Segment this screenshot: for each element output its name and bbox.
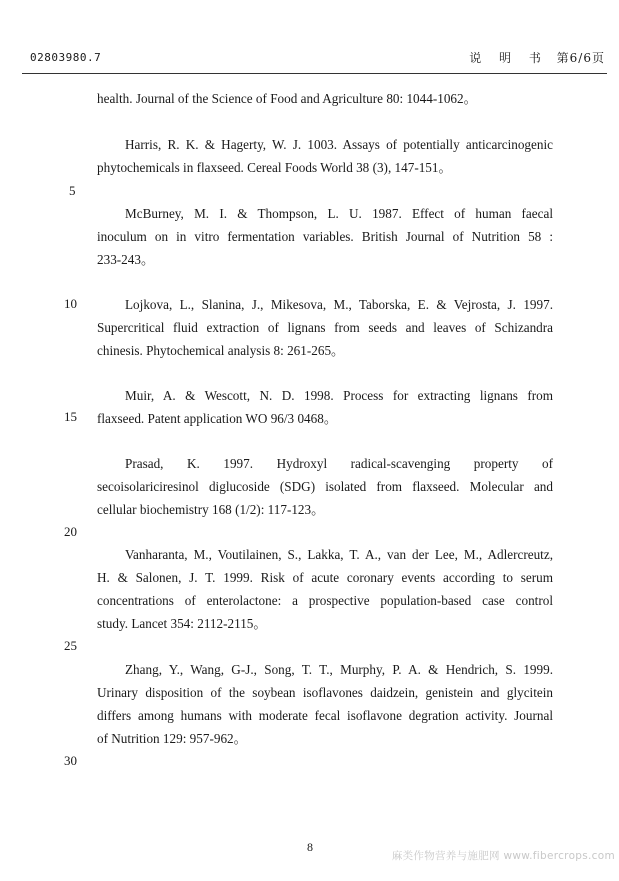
reference-line: concentrations of enterolactone: a prospective population-based case control	[97, 593, 553, 608]
reference-line: H. & Salonen, J. T. 1999. Risk of acute coronary events according to serum	[97, 570, 553, 585]
reference-line: McBurney, M. I. & Thompson, L. U. 1987. Effect of human faecal	[125, 206, 553, 221]
patent-number: 02803980.7	[30, 51, 102, 64]
reference-line: cellular biochemistry 168 (1/2): 117-123。	[97, 502, 325, 517]
reference-entry	[97, 452, 553, 521]
line-number: 30	[64, 753, 77, 768]
reference-entry	[97, 384, 553, 430]
reference-line: chinesis. Phytochemical analysis 8: 261-265。	[97, 343, 345, 358]
reference-line: Supercritical fluid extraction of lignans from seeds and leaves of Schizandra	[97, 320, 553, 335]
reference-entry	[97, 133, 553, 179]
line-number: 25	[64, 638, 77, 653]
reference-entry	[97, 543, 553, 635]
line-number: 20	[64, 524, 77, 539]
reference-line: Lojkova, L., Slanina, J., Mikesova, M., Taborska, E. & Vejrosta, J. 1997.	[125, 297, 553, 312]
reference-line: 233-243。	[97, 252, 155, 267]
watermark: 麻类作物营养与施肥网 www.fibercrops.com	[391, 850, 615, 862]
reference-line: Vanharanta, M., Voutilainen, S., Lakka, T. A., van der Lee, M., Adlercreutz,	[125, 547, 553, 562]
reference-line: secoisolariciresinol diglucoside (SDG) isolated from flaxseed. Molecular and	[97, 479, 553, 494]
reference-entry	[97, 202, 553, 271]
page-label: 第6/6页	[556, 51, 605, 65]
reference-line: Harris, R. K. & Hagerty, W. J. 1003. Assays of potentially anticarcinogenic	[125, 137, 553, 152]
reference-line: differs among humans with moderate fecal isoflavone degration activity. Journal	[97, 708, 553, 723]
header-right	[469, 49, 605, 66]
header-rule	[22, 73, 607, 74]
reference-line: Muir, A. & Wescott, N. D. 1998. Process for extracting lignans from	[125, 388, 553, 403]
reference-line: Urinary disposition of the soybean isoflavones daidzein, genistein and glycitein	[97, 685, 553, 700]
reference-line: Zhang, Y., Wang, G-J., Song, T. T., Murphy, P. A. & Hendrich, S. 1999.	[125, 662, 553, 677]
reference-line: Prasad, K. 1997. Hydroxyl radical-scavenging property of	[125, 456, 553, 471]
reference-line: of Nutrition 129: 957-962。	[97, 731, 247, 746]
line-number: 10	[64, 296, 77, 311]
reference-line: study. Lancet 354: 2112-2115。	[97, 616, 267, 631]
line-number: 15	[64, 409, 77, 424]
reference-line: flaxseed. Patent application WO 96/3 0468。	[97, 411, 338, 426]
reference-line: inoculum on in vitro fermentation variables. British Journal of Nutrition 58 :	[97, 229, 553, 244]
reference-entry	[97, 293, 553, 362]
reference-line: phytochemicals in flaxseed. Cereal Foods World 38 (3), 147-151。	[97, 160, 452, 175]
reference-entry	[97, 87, 553, 110]
reference-entry	[97, 658, 553, 750]
line-number: 5	[69, 183, 76, 198]
page-number: 8	[307, 840, 313, 854]
document-type-title: 说 明 书	[469, 51, 548, 65]
reference-line: health. Journal of the Science of Food and Agriculture 80: 1044-1062。	[97, 91, 477, 106]
